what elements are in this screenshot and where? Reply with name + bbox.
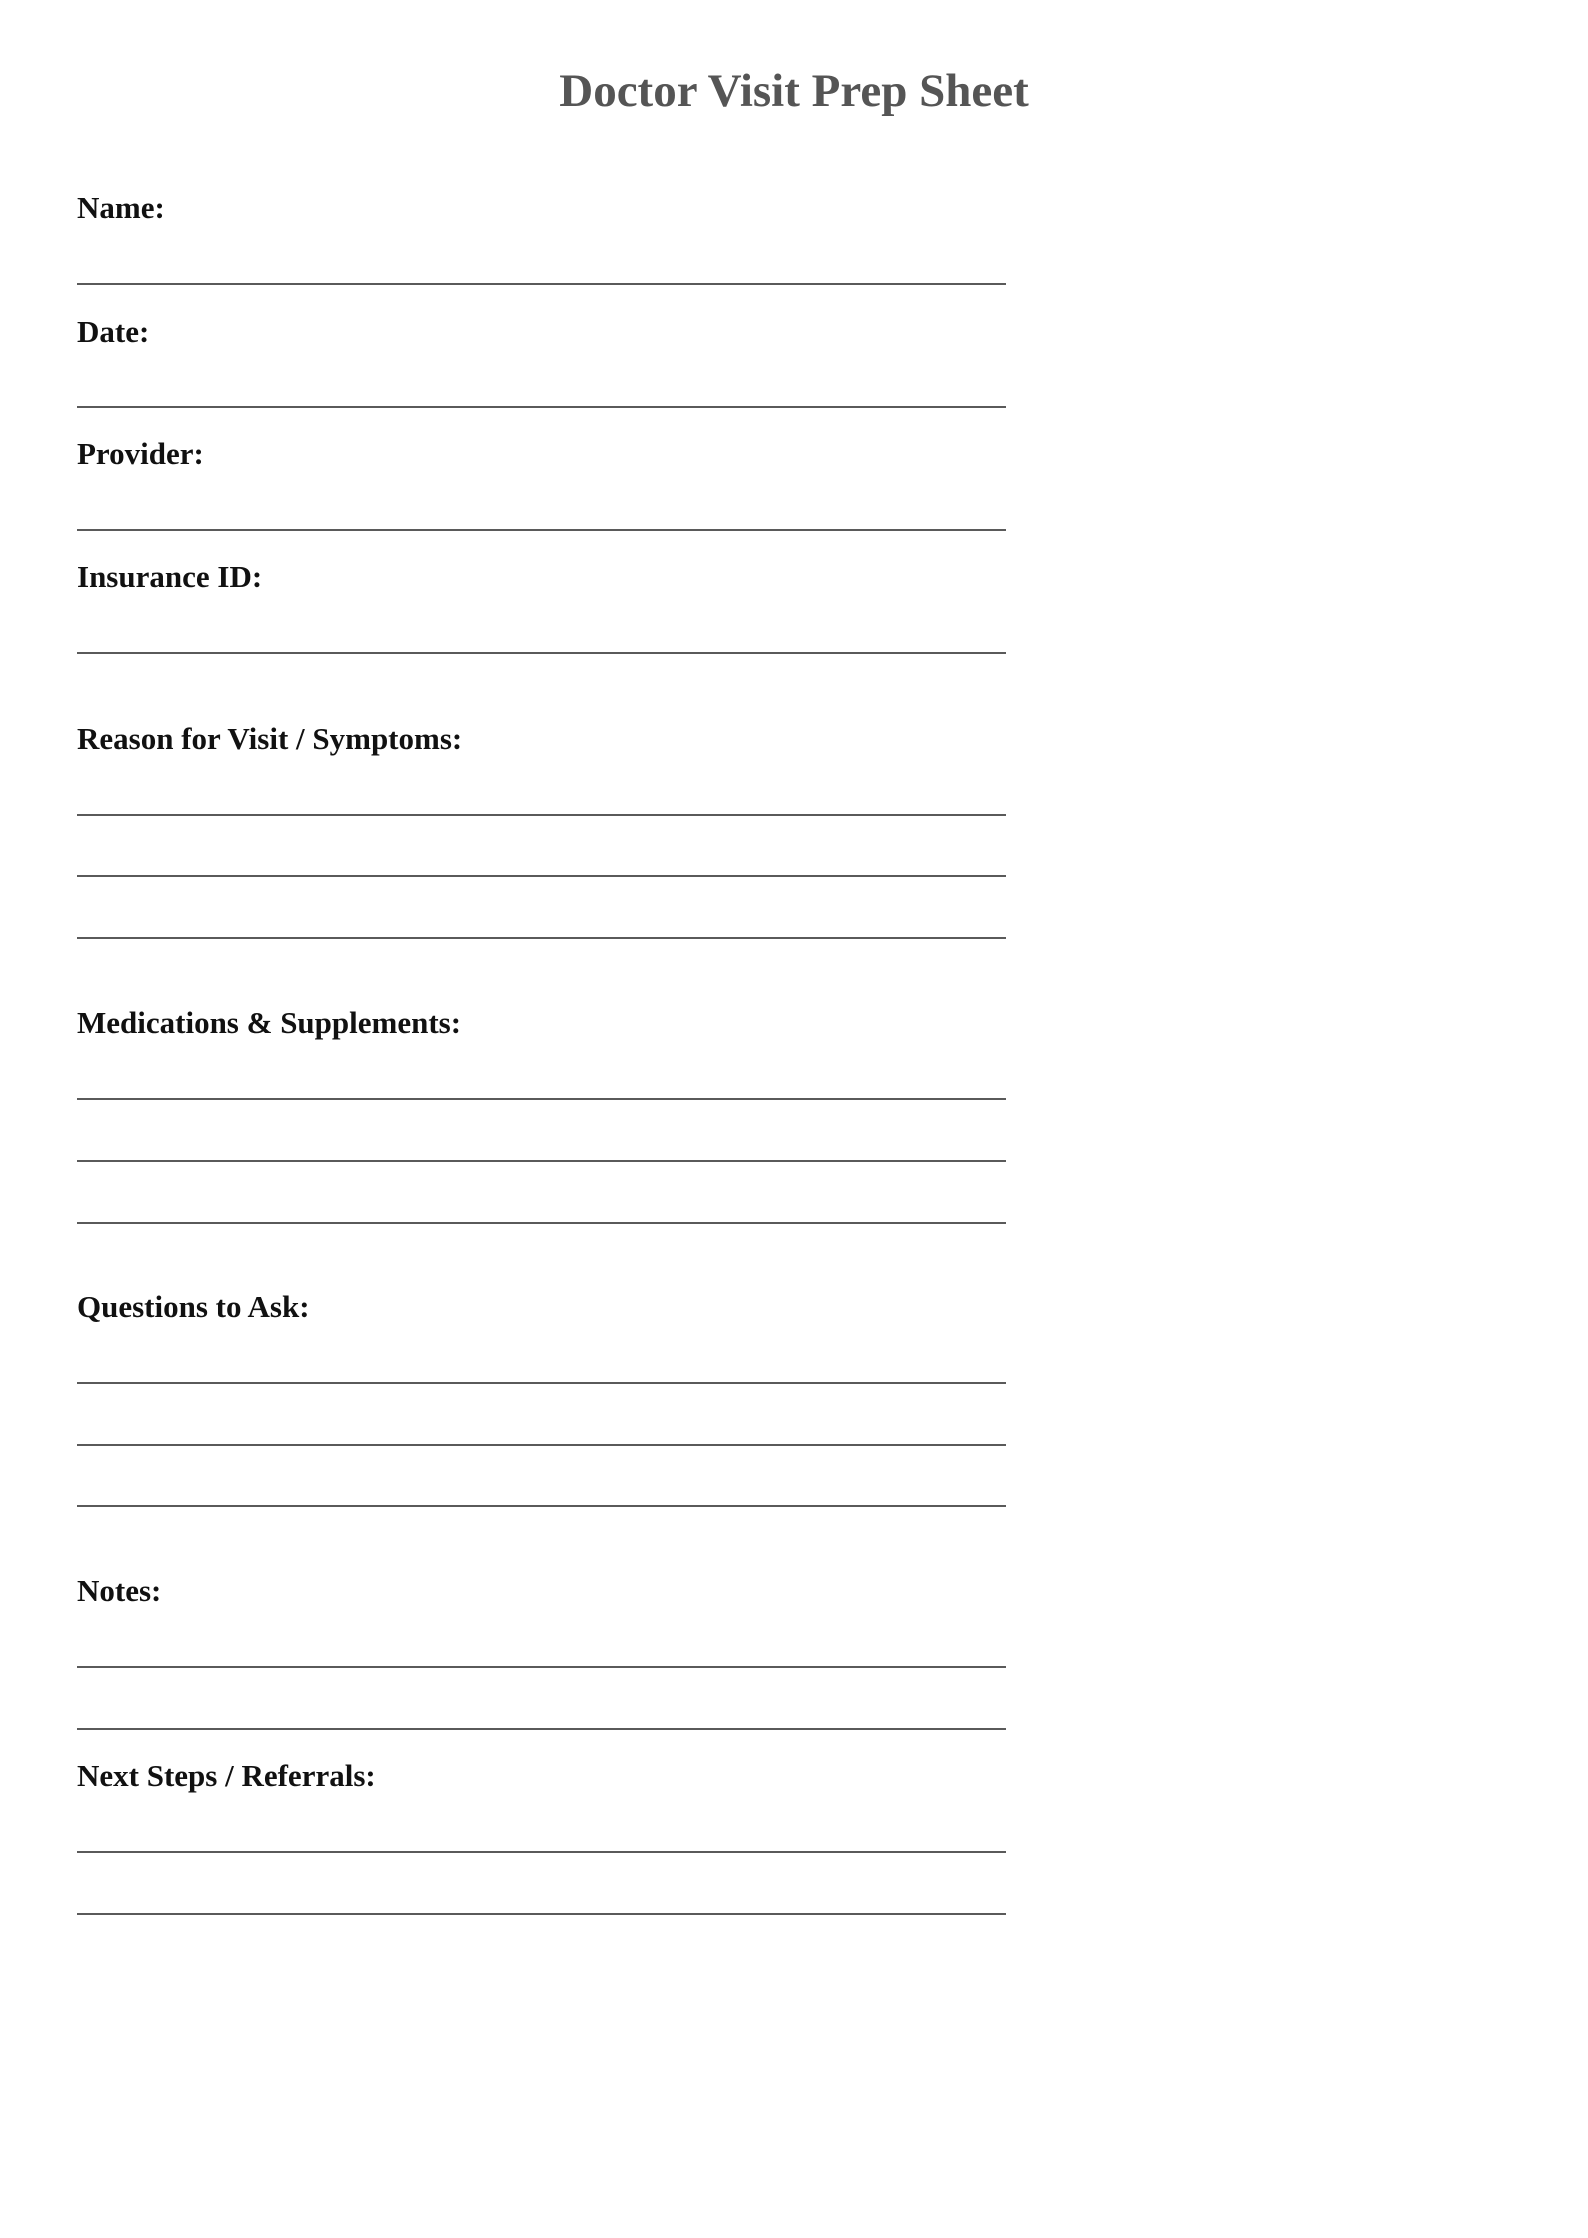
field-label-provider: Provider: — [77, 436, 204, 471]
fill-line-date[interactable] — [77, 406, 1006, 408]
field-label-notes: Notes: — [77, 1573, 162, 1608]
field-label-date: Date: — [77, 314, 150, 349]
fill-line-medications-3[interactable] — [77, 1222, 1006, 1224]
fill-line-notes-2[interactable] — [77, 1728, 1006, 1730]
field-label-reason-for-visit: Reason for Visit / Symptoms: — [77, 721, 463, 756]
fill-line-provider[interactable] — [77, 529, 1006, 531]
fill-line-medications-2[interactable] — [77, 1160, 1006, 1162]
field-label-questions: Questions to Ask: — [77, 1289, 310, 1324]
fill-line-questions-3[interactable] — [77, 1505, 1006, 1507]
fill-line-reason-for-visit-2[interactable] — [77, 875, 1006, 877]
field-label-next-steps: Next Steps / Referrals: — [77, 1758, 376, 1793]
field-label-name: Name: — [77, 190, 165, 225]
page-title: Doctor Visit Prep Sheet — [559, 65, 1029, 117]
fill-line-questions-2[interactable] — [77, 1444, 1006, 1446]
fill-line-next-steps-2[interactable] — [77, 1913, 1006, 1915]
field-label-medications: Medications & Supplements: — [77, 1005, 462, 1040]
fill-line-notes-1[interactable] — [77, 1666, 1006, 1668]
fill-line-reason-for-visit-1[interactable] — [77, 814, 1006, 816]
fill-line-insurance-id[interactable] — [77, 652, 1006, 654]
fill-line-medications-1[interactable] — [77, 1098, 1006, 1100]
fill-line-next-steps-1[interactable] — [77, 1851, 1006, 1853]
fill-line-questions-1[interactable] — [77, 1382, 1006, 1384]
field-label-insurance-id: Insurance ID: — [77, 559, 263, 594]
fill-line-name[interactable] — [77, 283, 1006, 285]
fill-line-reason-for-visit-3[interactable] — [77, 937, 1006, 939]
